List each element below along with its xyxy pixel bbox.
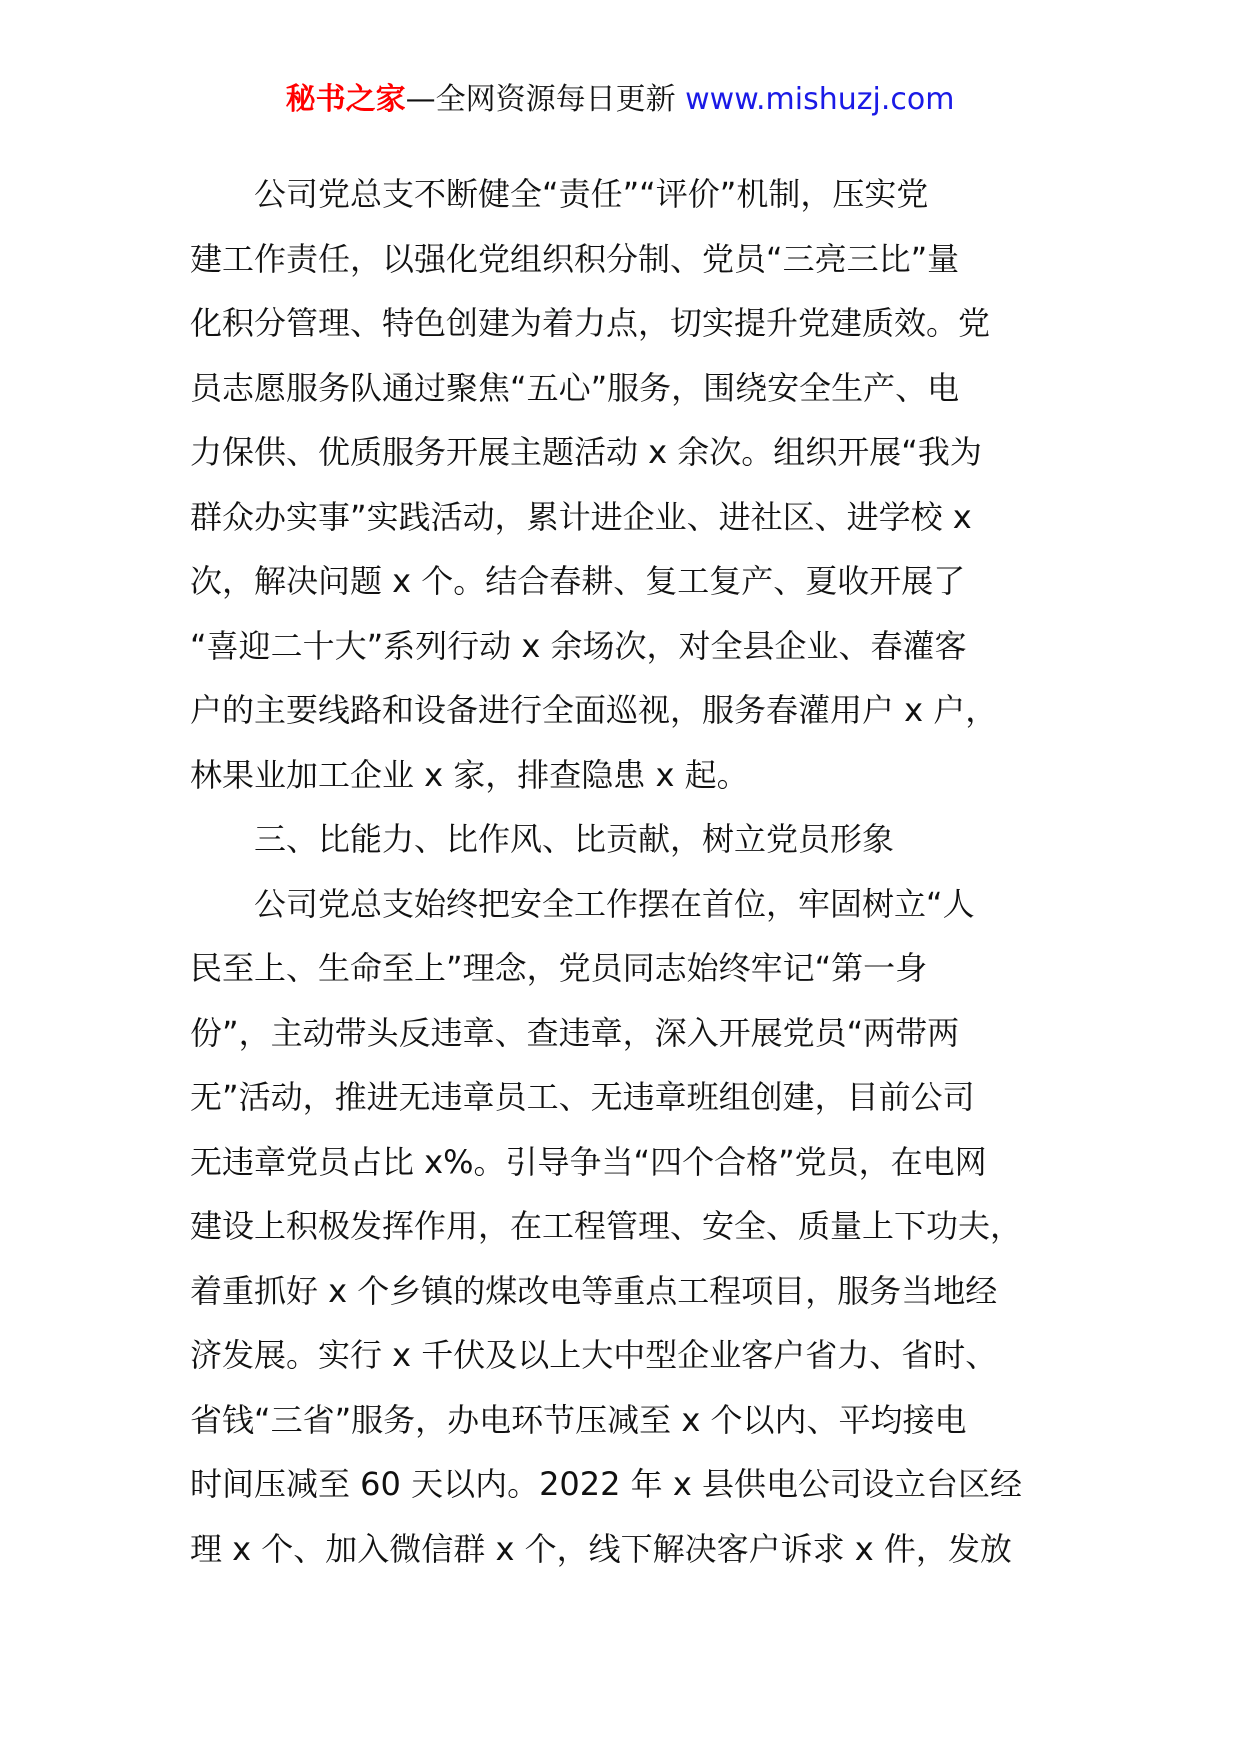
text-line: “喜迎二十大”系列行动 x 余场次，对全县企业、春灌客 [190, 626, 967, 665]
text-line: 时间压减至 60 天以内。2022 年 x 县供电公司设立台区经 [190, 1465, 1022, 1503]
page-header [0, 82, 1240, 118]
text-line: 省钱“三省”服务，办电环节压减至 x 个以内、平均接电 [190, 1400, 967, 1439]
text-line: 无违章党员占比 x%。引导争当“四个合格”党员，在电网 [190, 1142, 987, 1181]
text-line: 份”，主动带头反违章、查违章，深入开展党员“两带两 [190, 1013, 960, 1052]
document-body [190, 162, 1060, 1581]
text-line: 建设上积极发挥作用，在工程管理、安全、质量上下功夫， [190, 1207, 1023, 1245]
header-tagline: —全网资源每日更新 [405, 82, 686, 117]
text-line: 公司党总支始终把安全工作摆在首位，牢固树立“人 [254, 884, 975, 923]
text-line: 着重抓好 x 个乡镇的煤改电等重点工程项目，服务当地经 [190, 1271, 998, 1310]
text-line: 理 x 个、加入微信群 x 个，线下解决客户诉求 x 件，发放 [190, 1529, 1012, 1568]
text-line: 次，解决问题 x 个。结合春耕、复工复产、夏收开展了 [190, 562, 966, 600]
text-line: 化积分管理、特色创建为着力点，切实提升党建质效。党 [190, 304, 991, 342]
text-line: 建工作责任，以强化党组织积分制、党员“三亮三比”量 [190, 239, 960, 278]
text-line: 林果业加工企业 x 家，排查隐患 x 起。 [190, 755, 749, 794]
text-line: 力保供、优质服务开展主题活动 x 余次。组织开展“我为 [190, 433, 982, 471]
text-line: 户的主要线路和设备进行全面巡视，服务春灌用户 x 户， [190, 691, 998, 729]
text-line: 员志愿服务队通过聚焦“五心”服务，围绕安全生产、电 [190, 368, 960, 407]
text-line: 群众办实事”实践活动，累计进企业、进社区、进学校 x [190, 497, 972, 536]
text-line: 三、比能力、比作风、比贡献，树立党员形象 [254, 820, 895, 858]
text-line: 公司党总支不断健全“责任”“评价”机制，压实党 [254, 175, 929, 213]
brand-name: 秘书之家 [285, 82, 406, 117]
text-line: 济发展。实行 x 千伏及以上大中型企业客户省力、省时、 [190, 1336, 998, 1374]
site-url-link[interactable]: www.mishuzj.com [685, 82, 955, 117]
text-line: 无”活动，推进无违章员工、无违章班组创建，目前公司 [190, 1078, 975, 1116]
text-line: 民至上、生命至上”理念，党员同志始终牢记“第一身 [190, 949, 928, 987]
